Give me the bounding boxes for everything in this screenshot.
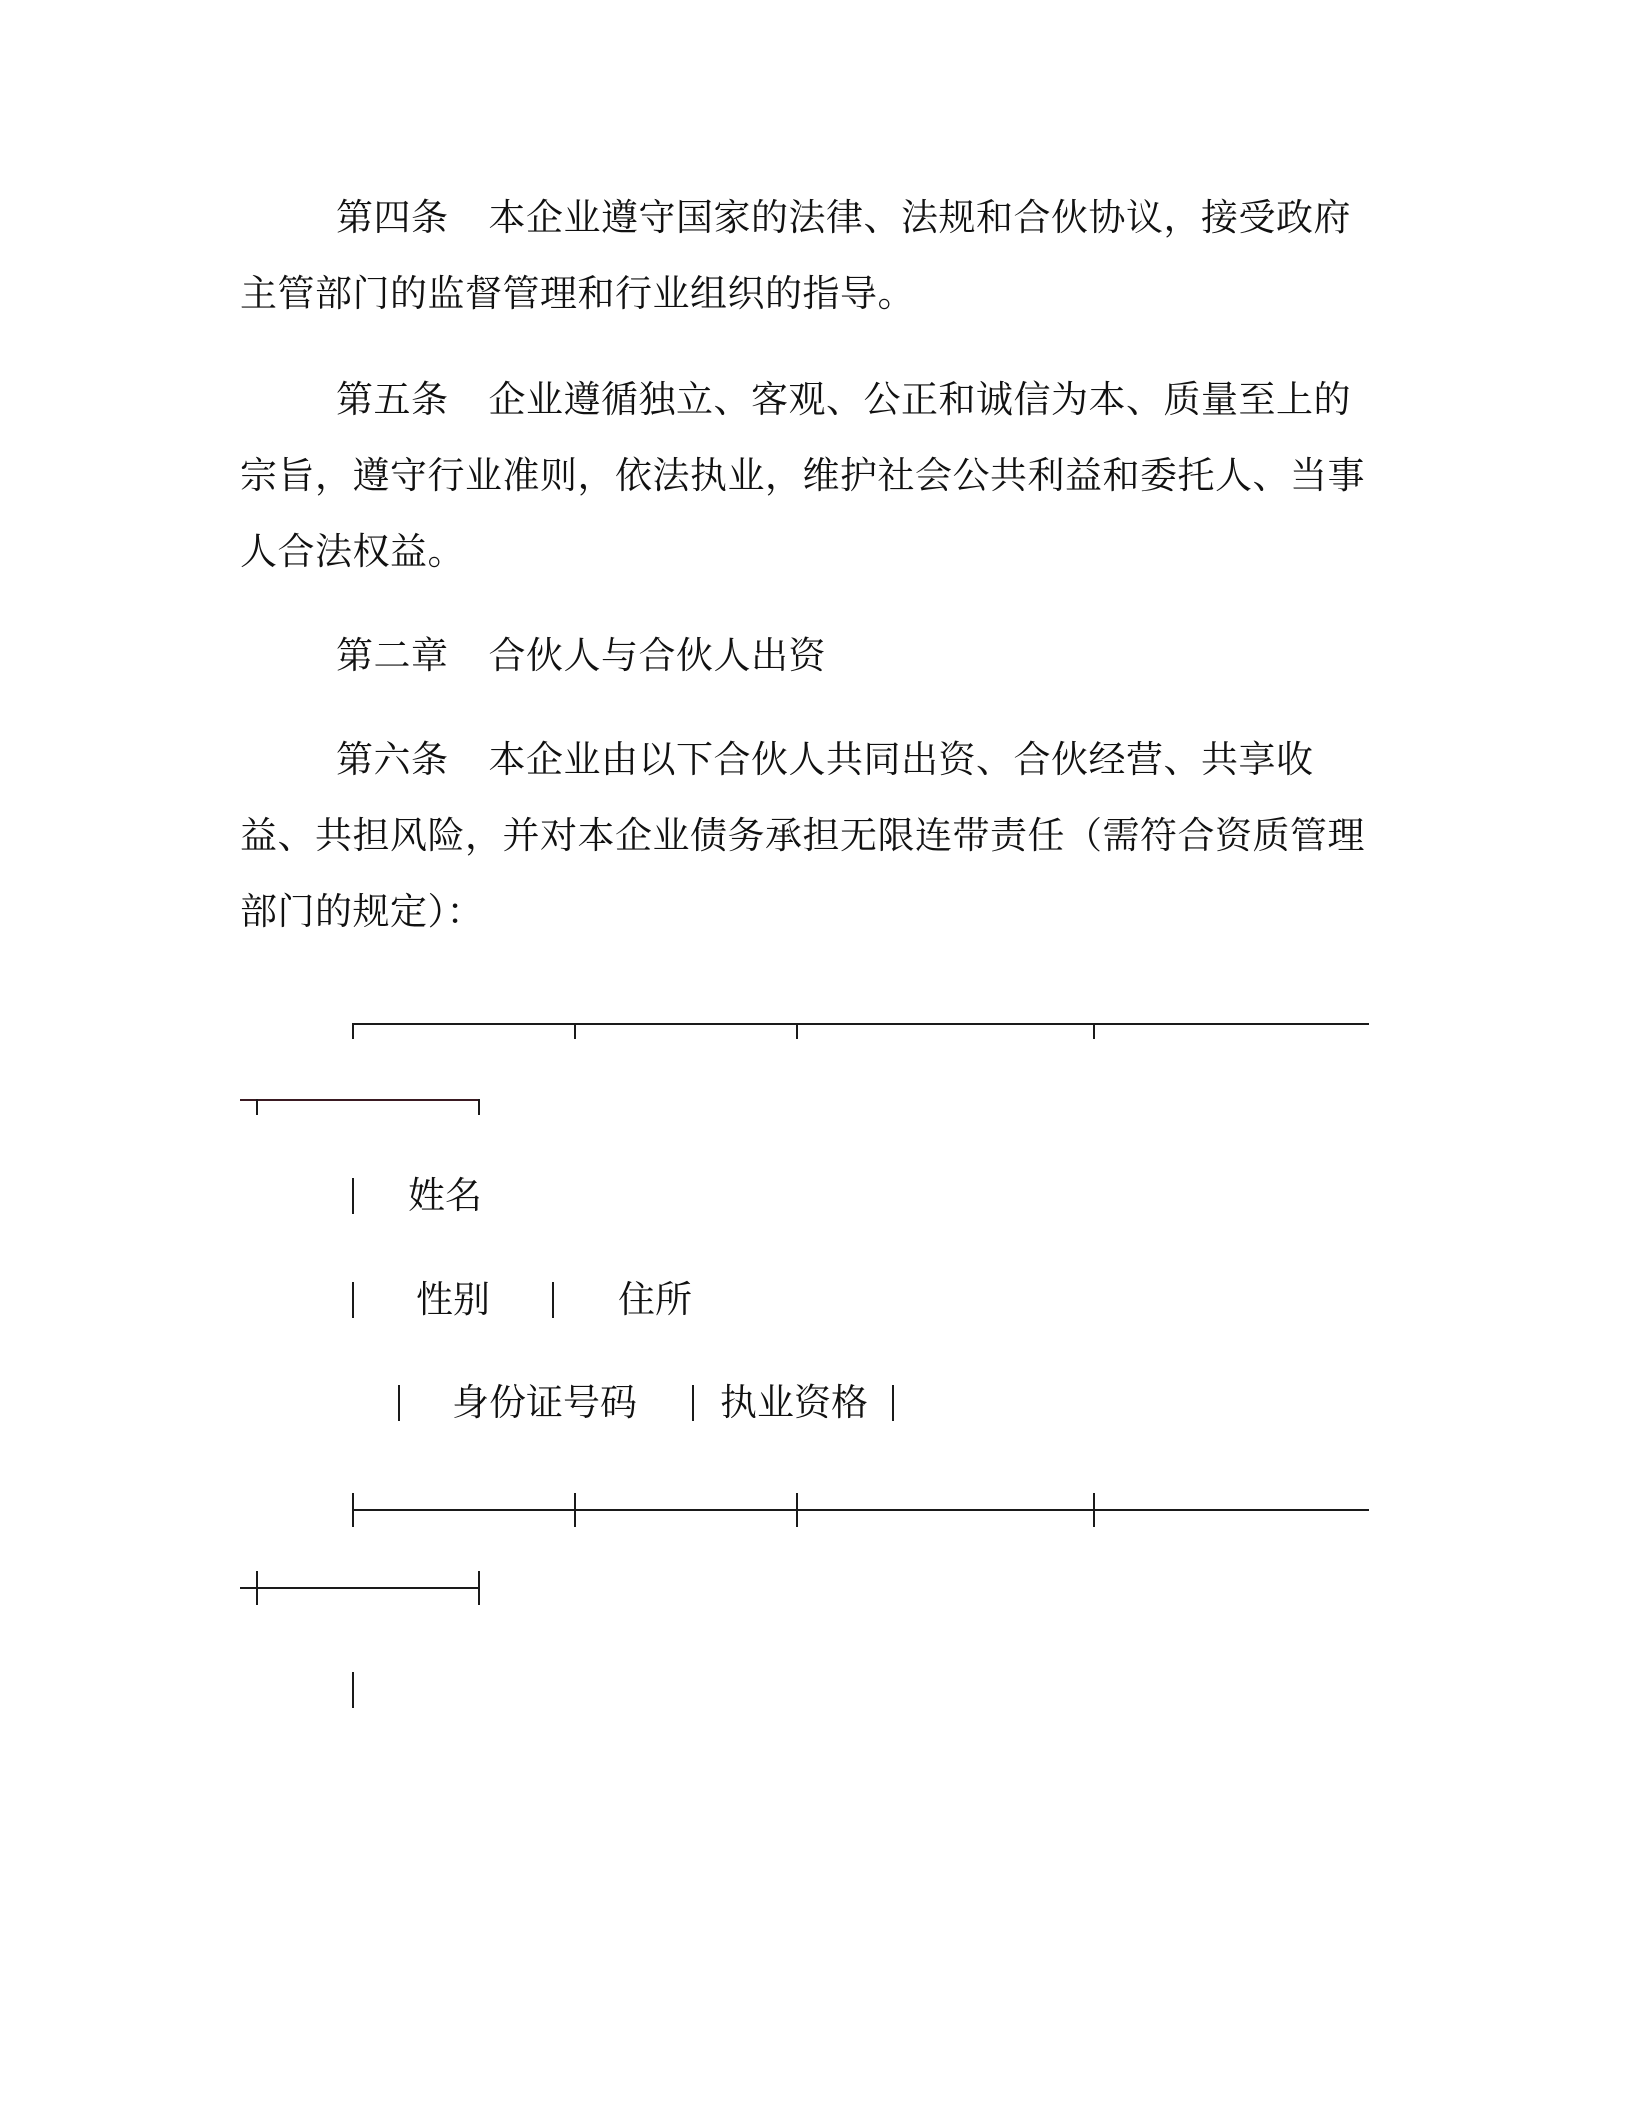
table-middle-border-wrap [240, 1587, 480, 1589]
table-tick [478, 1099, 480, 1115]
table-top-border [352, 1023, 1369, 1025]
column-header-id-number: 身份证号码 [452, 1381, 637, 1424]
table-cell-divider [352, 1178, 354, 1214]
article-5-text: 企业遵循独立、客观、公正和诚信为本、质量至上的宗旨，遵守行业准则，依法执业，维护社会公共利益和委托人、当事人合法权益。 [240, 378, 1365, 573]
column-header-gender: 性别 [416, 1278, 490, 1321]
chapter-2-label: 第二章 [336, 634, 449, 677]
table-cell-divider [892, 1385, 894, 1421]
article-5 [240, 362, 1368, 590]
table-cell-divider [398, 1385, 400, 1421]
table-cell-divider [352, 1282, 354, 1318]
table-cell-divider [352, 1672, 354, 1708]
chapter-2-heading [240, 618, 1368, 694]
table-tick [1093, 1023, 1095, 1039]
table-tick [352, 1023, 354, 1039]
table-cell-divider [692, 1385, 694, 1421]
table-tick [1093, 1493, 1095, 1527]
table-tick [478, 1571, 480, 1605]
table-tick [796, 1023, 798, 1039]
column-header-qualification: 执业资格 [720, 1381, 868, 1424]
table-tick [796, 1493, 798, 1527]
article-6 [240, 722, 1368, 950]
article-6-label: 第六条 [336, 738, 449, 781]
chapter-2-title: 合伙人与合伙人出资 [488, 634, 826, 677]
table-tick [574, 1023, 576, 1039]
table-tick [256, 1571, 258, 1605]
article-4-text: 本企业遵守国家的法律、法规和合伙协议，接受政府主管部门的监督管理和行业组织的指导。 [240, 196, 1351, 315]
table-tick [574, 1493, 576, 1527]
article-4 [240, 180, 1368, 332]
column-header-name: 姓名 [408, 1174, 482, 1217]
table-tick [256, 1099, 258, 1115]
table-middle-border [352, 1509, 1369, 1511]
article-5-label: 第五条 [336, 378, 449, 421]
article-6-text: 本企业由以下合伙人共同出资、合伙经营、共享收益、共担风险，并对本企业债务承担无限连带责任（需符合资质管理部门的规定）： [240, 738, 1365, 933]
table-tick [352, 1493, 354, 1527]
column-header-address: 住所 [618, 1278, 692, 1321]
article-4-label: 第四条 [336, 196, 449, 239]
table-top-border-wrap [240, 1099, 480, 1101]
table-cell-divider [552, 1282, 554, 1318]
